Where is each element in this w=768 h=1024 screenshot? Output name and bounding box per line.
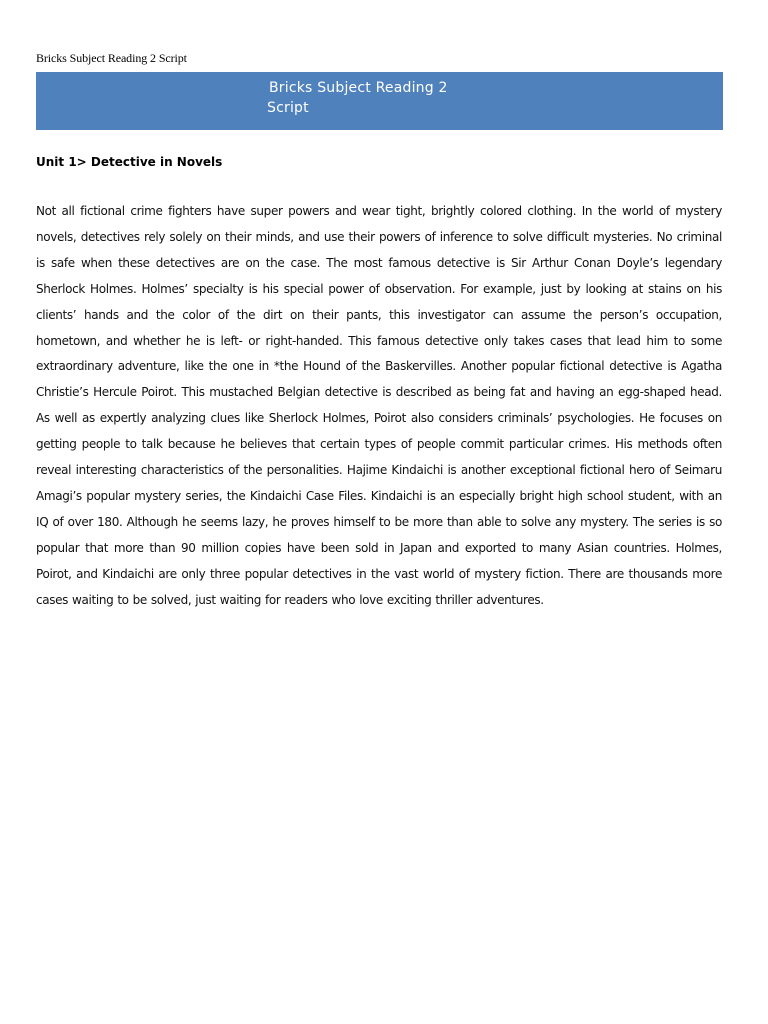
unit-heading: Unit 1> Detective in Novels	[36, 155, 223, 169]
title-line-2: Script	[267, 100, 309, 116]
title-banner	[36, 72, 723, 130]
page-title	[267, 78, 527, 118]
title-line-1: Bricks Subject Reading 2	[269, 80, 448, 96]
running-header: Bricks Subject Reading 2 Script	[36, 51, 187, 65]
body-paragraph: Not all fictional crime fighters have super powers and wear tight, brightly colored clothing. In the world of mystery novels, detectives rely solely on their minds, and use their powers of inference to solve difficult mysteries. No criminal is safe when these detectives are on the case. The most famous detective is Sir Arthur Conan Doyle’s legendary Sherlock Holmes. Holmes’ specialty is his special power of observation. For example, just by looking at stains on his clients’ hands and the color of the dirt on their pants, this investigator can assume the person’s occupation, hometown, and whether he is left- or right-handed. This famous detective only takes cases that lead him to some extraordinary adventure, like the one in *the Hound of the Baskervilles. Another popular fictional detective is Agatha Christie’s Hercule Poirot. This mustached Belgian detective is described as being fat and having an egg-shaped head. As well as expertly analyzing clues like Sherlock Holmes, Poirot also considers criminals’ psychologies. He focuses on getting people to talk because he believes that certain types of people commit particular crimes. His methods often reveal interesting characteristics of the personalities. Hajime Kindaichi is another exceptional fictional hero of Seimaru Amagi’s popular mystery series, the Kindaichi Case Files. Kindaichi is an especially bright high school student, with an IQ of over 180. Although he seems lazy, he proves himself to be more than able to solve any mystery. The series is so popular that more than 90 million copies have been sold in Japan and exported to many Asian countries. Holmes, Poirot, and Kindaichi are only three popular detectives in the vast world of mystery fiction. There are thousands more cases waiting to be solved, just waiting for readers who love exciting thriller adventures.	[36, 204, 722, 607]
